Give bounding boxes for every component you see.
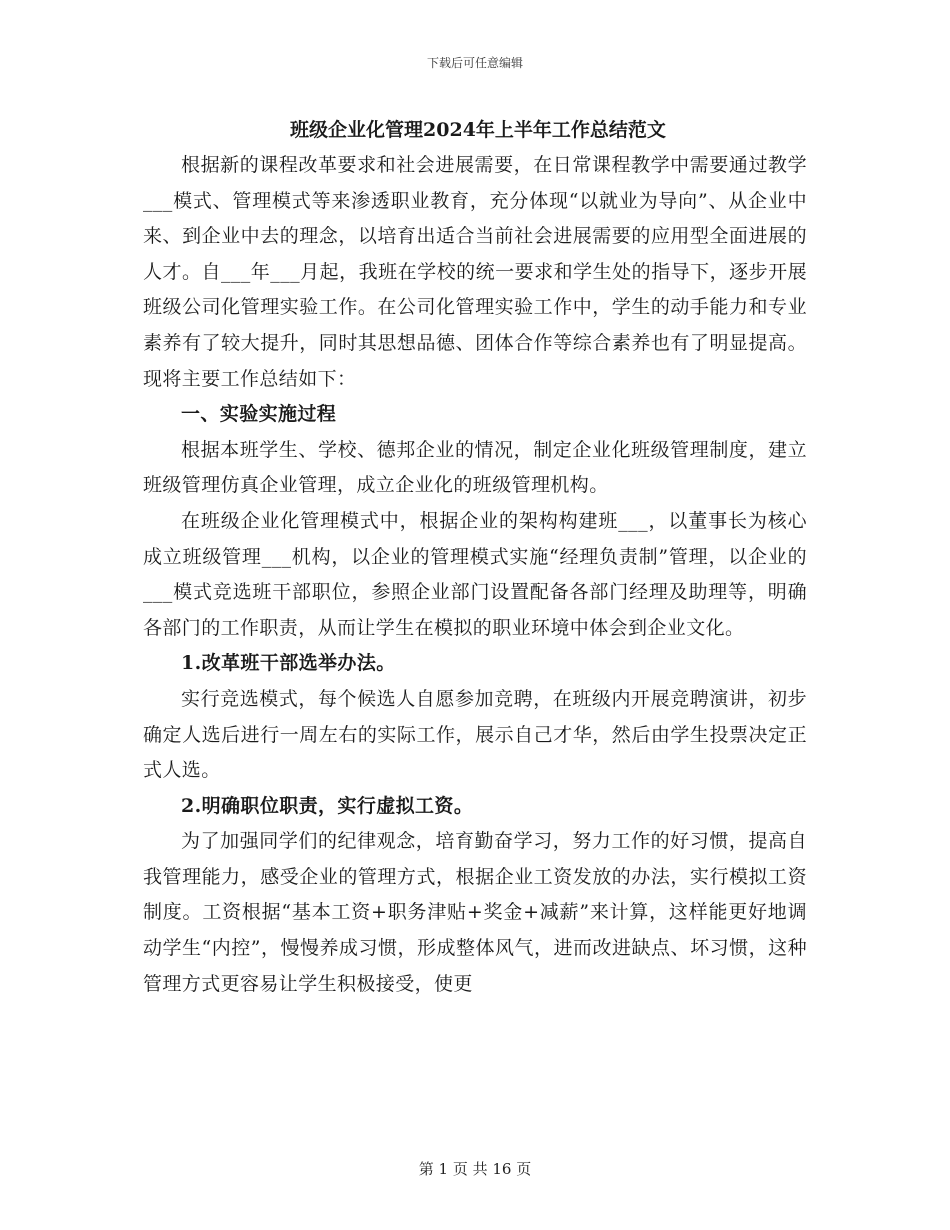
section-1-paragraph-2: 在班级企业化管理模式中，根据企业的架构构建班___，以董事长为核心成立班级管理___机构，以企业的管理模式实施“经理负责制”管理，以企业的___模式竞选班干部职位，参照企业部门设置配备各部门经理及助理等，明确各部门的工作职责，从而让学生在模拟的职业环境中体会到企业文化。 [143, 509, 807, 639]
intro-paragraph: 根据新的课程改革要求和社会进展需要，在日常课程教学中需要通过教学___模式、管理模式等来渗透职业教育，充分体现“以就业为导向”、从企业中来、到企业中去的理念，以培育出适合当前社会进展需要的应用型全面进展的人才。自___年___月起，我班在学校的统一要求和学生处的指导下，逐步开展班级公司化管理实验工作。在公司化管理实验工作中，学生的动手能力和专业素养有了较大提升，同时其思想品德、团体合作等综合素养也有了明显提高。现将主要工作总结如下： [143, 154, 807, 390]
section-heading-1: 一、实验实施过程 [181, 403, 337, 426]
subsection-heading-1: 1.改革班干部选举办法。 [181, 652, 396, 675]
section-1-paragraph-1: 根据本班学生、学校、德邦企业的情况，制定企业化班级管理制度，建立班级管理仿真企业管理，成立企业化的班级管理机构。 [143, 438, 807, 497]
subsection-heading-2: 2.明确职位职责，实行虚拟工资。 [181, 794, 474, 817]
document-title: 班级企业化管理2024年上半年工作总结范文 [290, 119, 666, 141]
page-header-note: 下载后可任意编辑 [426, 56, 523, 70]
page-number-footer: 第 1 页 共 16 页 [418, 1160, 532, 1178]
subsection-2-paragraph: 为了加强同学们的纪律观念，培育勤奋学习，努力工作的好习惯，提高自我管理能力，感受企业的管理方式，根据企业工资发放的办法，实行模拟工资制度。工资根据“基本工资+职务津贴+奖金+减薪”来计算，这样能更好地调动学生“内控”，慢慢养成习惯，形成整体风气，进而改进缺点、坏习惯，这种管理方式更容易让学生积极接受，使更 [143, 830, 807, 995]
document-body [143, 118, 807, 1002]
subsection-1-paragraph: 实行竞选模式，每个候选人自愿参加竞聘，在班级内开展竞聘演讲，初步确定人选后进行一周左右的实际工作，展示自己才华，然后由学生投票决定正式人选。 [143, 687, 807, 782]
